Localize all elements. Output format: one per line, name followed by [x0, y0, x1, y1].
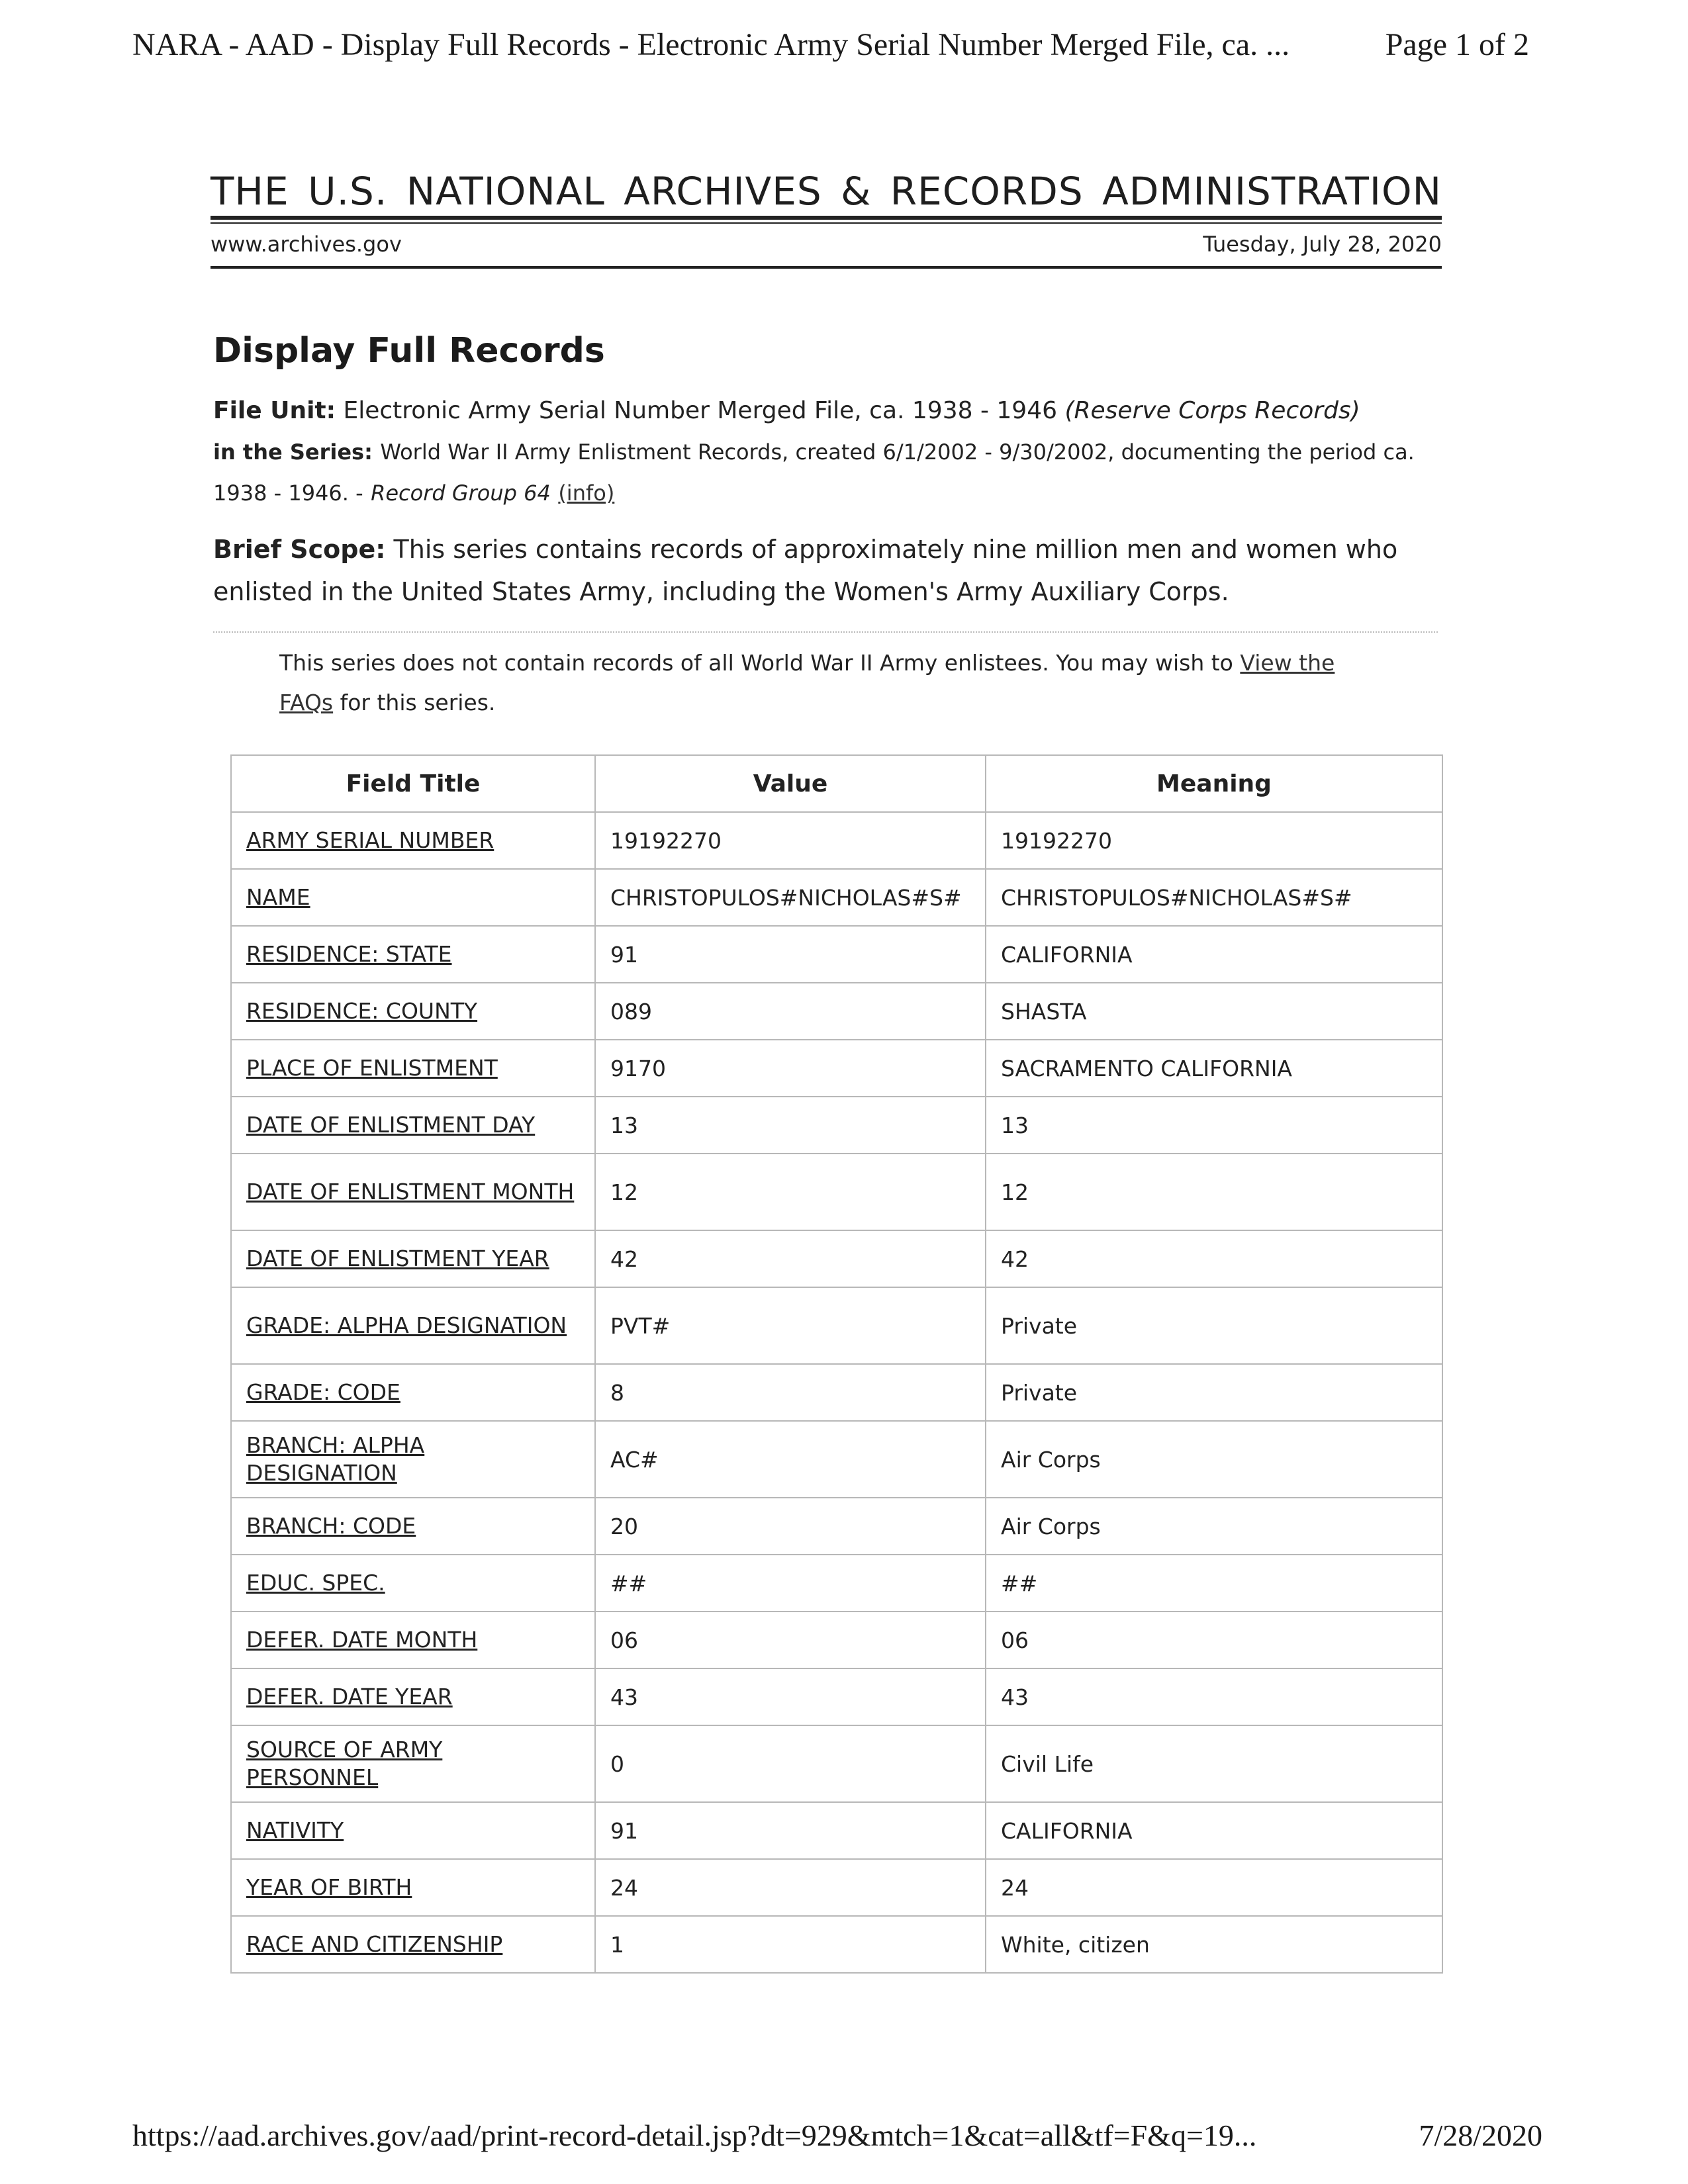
view-faqs-link[interactable]: View the FAQs	[279, 650, 1335, 715]
page-title: Display Full Records	[213, 331, 605, 371]
field-meaning: 13	[986, 1097, 1442, 1154]
brief-scope-text: This series contains records of approximately nine million men and women who enlisted in the United States Army, including the Women's Army Auxiliary Corps.	[213, 535, 1398, 606]
table-row	[231, 1859, 1442, 1916]
series-text: World War II Army Enlistment Records, created 6/1/2002 - 9/30/2002, documenting the period ca. 1938 - 1946. -	[213, 439, 1415, 506]
field-meaning: Private	[986, 1364, 1442, 1421]
table-row	[231, 869, 1442, 926]
field-title-link[interactable]: DEFER. DATE MONTH	[231, 1612, 595, 1668]
file-unit	[213, 390, 1438, 432]
field-value: 06	[595, 1612, 986, 1668]
field-title-link[interactable]: DEFER. DATE YEAR	[231, 1668, 595, 1725]
table-row	[231, 1555, 1442, 1612]
field-title-link[interactable]: RESIDENCE: COUNTY	[231, 983, 595, 1040]
field-value: 91	[595, 926, 986, 983]
masthead	[211, 169, 1442, 269]
field-value: 24	[595, 1859, 986, 1916]
field-title-link[interactable]: YEAR OF BIRTH	[231, 1859, 595, 1916]
field-value: 8	[595, 1364, 986, 1421]
table-row	[231, 1725, 1442, 1802]
info-link[interactable]: (info)	[558, 480, 615, 506]
field-value: AC#	[595, 1421, 986, 1498]
field-meaning: Private	[986, 1287, 1442, 1364]
field-meaning: CALIFORNIA	[986, 926, 1442, 983]
field-title-link[interactable]: GRADE: CODE	[231, 1364, 595, 1421]
field-value: 42	[595, 1230, 986, 1287]
print-header	[132, 26, 1556, 63]
print-footer-url: https://aad.archives.gov/aad/print-record-detail.jsp?dt=929&mtch=1&cat=all&tf=F&q=19...	[132, 2118, 1257, 2152]
masthead-date: Tuesday, July 28, 2020	[1203, 232, 1442, 257]
field-title-link[interactable]: GRADE: ALPHA DESIGNATION	[231, 1287, 595, 1364]
field-title-link[interactable]: NATIVITY	[231, 1802, 595, 1859]
field-meaning: CHRISTOPULOS#NICHOLAS#S#	[986, 869, 1442, 926]
field-value: ##	[595, 1555, 986, 1612]
print-footer-date: 7/28/2020	[1419, 2118, 1542, 2152]
table-row	[231, 1668, 1442, 1725]
field-value: CHRISTOPULOS#NICHOLAS#S#	[595, 869, 986, 926]
field-title-link[interactable]: EDUC. SPEC.	[231, 1555, 595, 1612]
column-header-value: Value	[595, 755, 986, 812]
record-group: Record Group 64	[371, 480, 551, 506]
table-row	[231, 1287, 1442, 1364]
field-value: 1	[595, 1916, 986, 1973]
field-meaning: 43	[986, 1668, 1442, 1725]
field-value: 089	[595, 983, 986, 1040]
field-meaning: White, citizen	[986, 1916, 1442, 1973]
table-row	[231, 1612, 1442, 1668]
brief-scope	[213, 528, 1438, 613]
field-title-link[interactable]: SOURCE OF ARMY PERSONNEL	[231, 1725, 595, 1802]
print-page-number: Page 1 of 2	[1385, 27, 1529, 62]
field-title-link[interactable]: BRANCH: CODE	[231, 1498, 595, 1555]
table-row	[231, 812, 1442, 869]
table-row	[231, 1097, 1442, 1154]
table-row	[231, 983, 1442, 1040]
field-value: 0	[595, 1725, 986, 1802]
field-meaning: SHASTA	[986, 983, 1442, 1040]
print-header-title: NARA - AAD - Display Full Records - Electronic Army Serial Number Merged File, ca. ...	[132, 27, 1290, 62]
field-value: 20	[595, 1498, 986, 1555]
field-title-link[interactable]: BRANCH: ALPHA DESIGNATION	[231, 1421, 595, 1498]
field-meaning: 24	[986, 1859, 1442, 1916]
column-header-meaning: Meaning	[986, 755, 1442, 812]
series-info	[213, 432, 1438, 514]
column-header-field-title: Field Title	[231, 755, 595, 812]
main-content	[213, 331, 1438, 723]
field-value: PVT#	[595, 1287, 986, 1364]
field-meaning: 06	[986, 1612, 1442, 1668]
table-row	[231, 1230, 1442, 1287]
field-title-link[interactable]: DATE OF ENLISTMENT DAY	[231, 1097, 595, 1154]
field-title-link[interactable]: RACE AND CITIZENSHIP	[231, 1916, 595, 1973]
field-meaning: ##	[986, 1555, 1442, 1612]
table-row	[231, 1154, 1442, 1230]
notice-text: This series does not contain records of all World War II Army enlistees. You may wish to	[279, 650, 1233, 676]
file-unit-label: File Unit:	[213, 397, 336, 424]
table-row	[231, 1802, 1442, 1859]
masthead-bottom-rule	[211, 266, 1442, 269]
field-value: 12	[595, 1154, 986, 1230]
field-value: 43	[595, 1668, 986, 1725]
field-meaning: CALIFORNIA	[986, 1802, 1442, 1859]
field-title-link[interactable]: ARMY SERIAL NUMBER	[231, 812, 595, 869]
table-row	[231, 1364, 1442, 1421]
brief-scope-label: Brief Scope:	[213, 535, 386, 564]
field-value: 19192270	[595, 812, 986, 869]
table-row	[231, 926, 1442, 983]
masthead-subline	[211, 224, 1442, 266]
table-header-row	[231, 755, 1442, 812]
field-value: 13	[595, 1097, 986, 1154]
table-row	[231, 1421, 1442, 1498]
file-unit-note: (Reserve Corps Records)	[1064, 397, 1360, 424]
masthead-rule	[211, 216, 1442, 220]
divider	[213, 631, 1438, 633]
field-meaning: 12	[986, 1154, 1442, 1230]
table-row	[231, 1916, 1442, 1973]
table-row	[231, 1498, 1442, 1555]
print-footer	[132, 2118, 1556, 2158]
notice-text-after: for this series.	[340, 690, 496, 715]
field-title-link[interactable]: PLACE OF ENLISTMENT	[231, 1040, 595, 1097]
table-row	[231, 1040, 1442, 1097]
field-title-link[interactable]: DATE OF ENLISTMENT YEAR	[231, 1230, 595, 1287]
masthead-title: THE U.S. NATIONAL ARCHIVES & RECORDS ADMINISTRATION	[211, 169, 1442, 214]
file-unit-text: Electronic Army Serial Number Merged File, ca. 1938 - 1946	[343, 397, 1058, 424]
field-meaning: SACRAMENTO CALIFORNIA	[986, 1040, 1442, 1097]
field-meaning: 19192270	[986, 812, 1442, 869]
records-table	[230, 754, 1443, 1974]
field-title-link[interactable]: RESIDENCE: STATE	[231, 926, 595, 983]
field-meaning: Air Corps	[986, 1498, 1442, 1555]
field-meaning: Air Corps	[986, 1421, 1442, 1498]
field-value: 91	[595, 1802, 986, 1859]
field-meaning: 42	[986, 1230, 1442, 1287]
site-url-link[interactable]: www.archives.gov	[211, 232, 402, 257]
field-value: 9170	[595, 1040, 986, 1097]
field-title-link[interactable]: NAME	[231, 869, 595, 926]
series-notice	[279, 643, 1352, 723]
field-title-link[interactable]: DATE OF ENLISTMENT MONTH	[231, 1154, 595, 1230]
series-label: in the Series:	[213, 439, 373, 465]
field-meaning: Civil Life	[986, 1725, 1442, 1802]
